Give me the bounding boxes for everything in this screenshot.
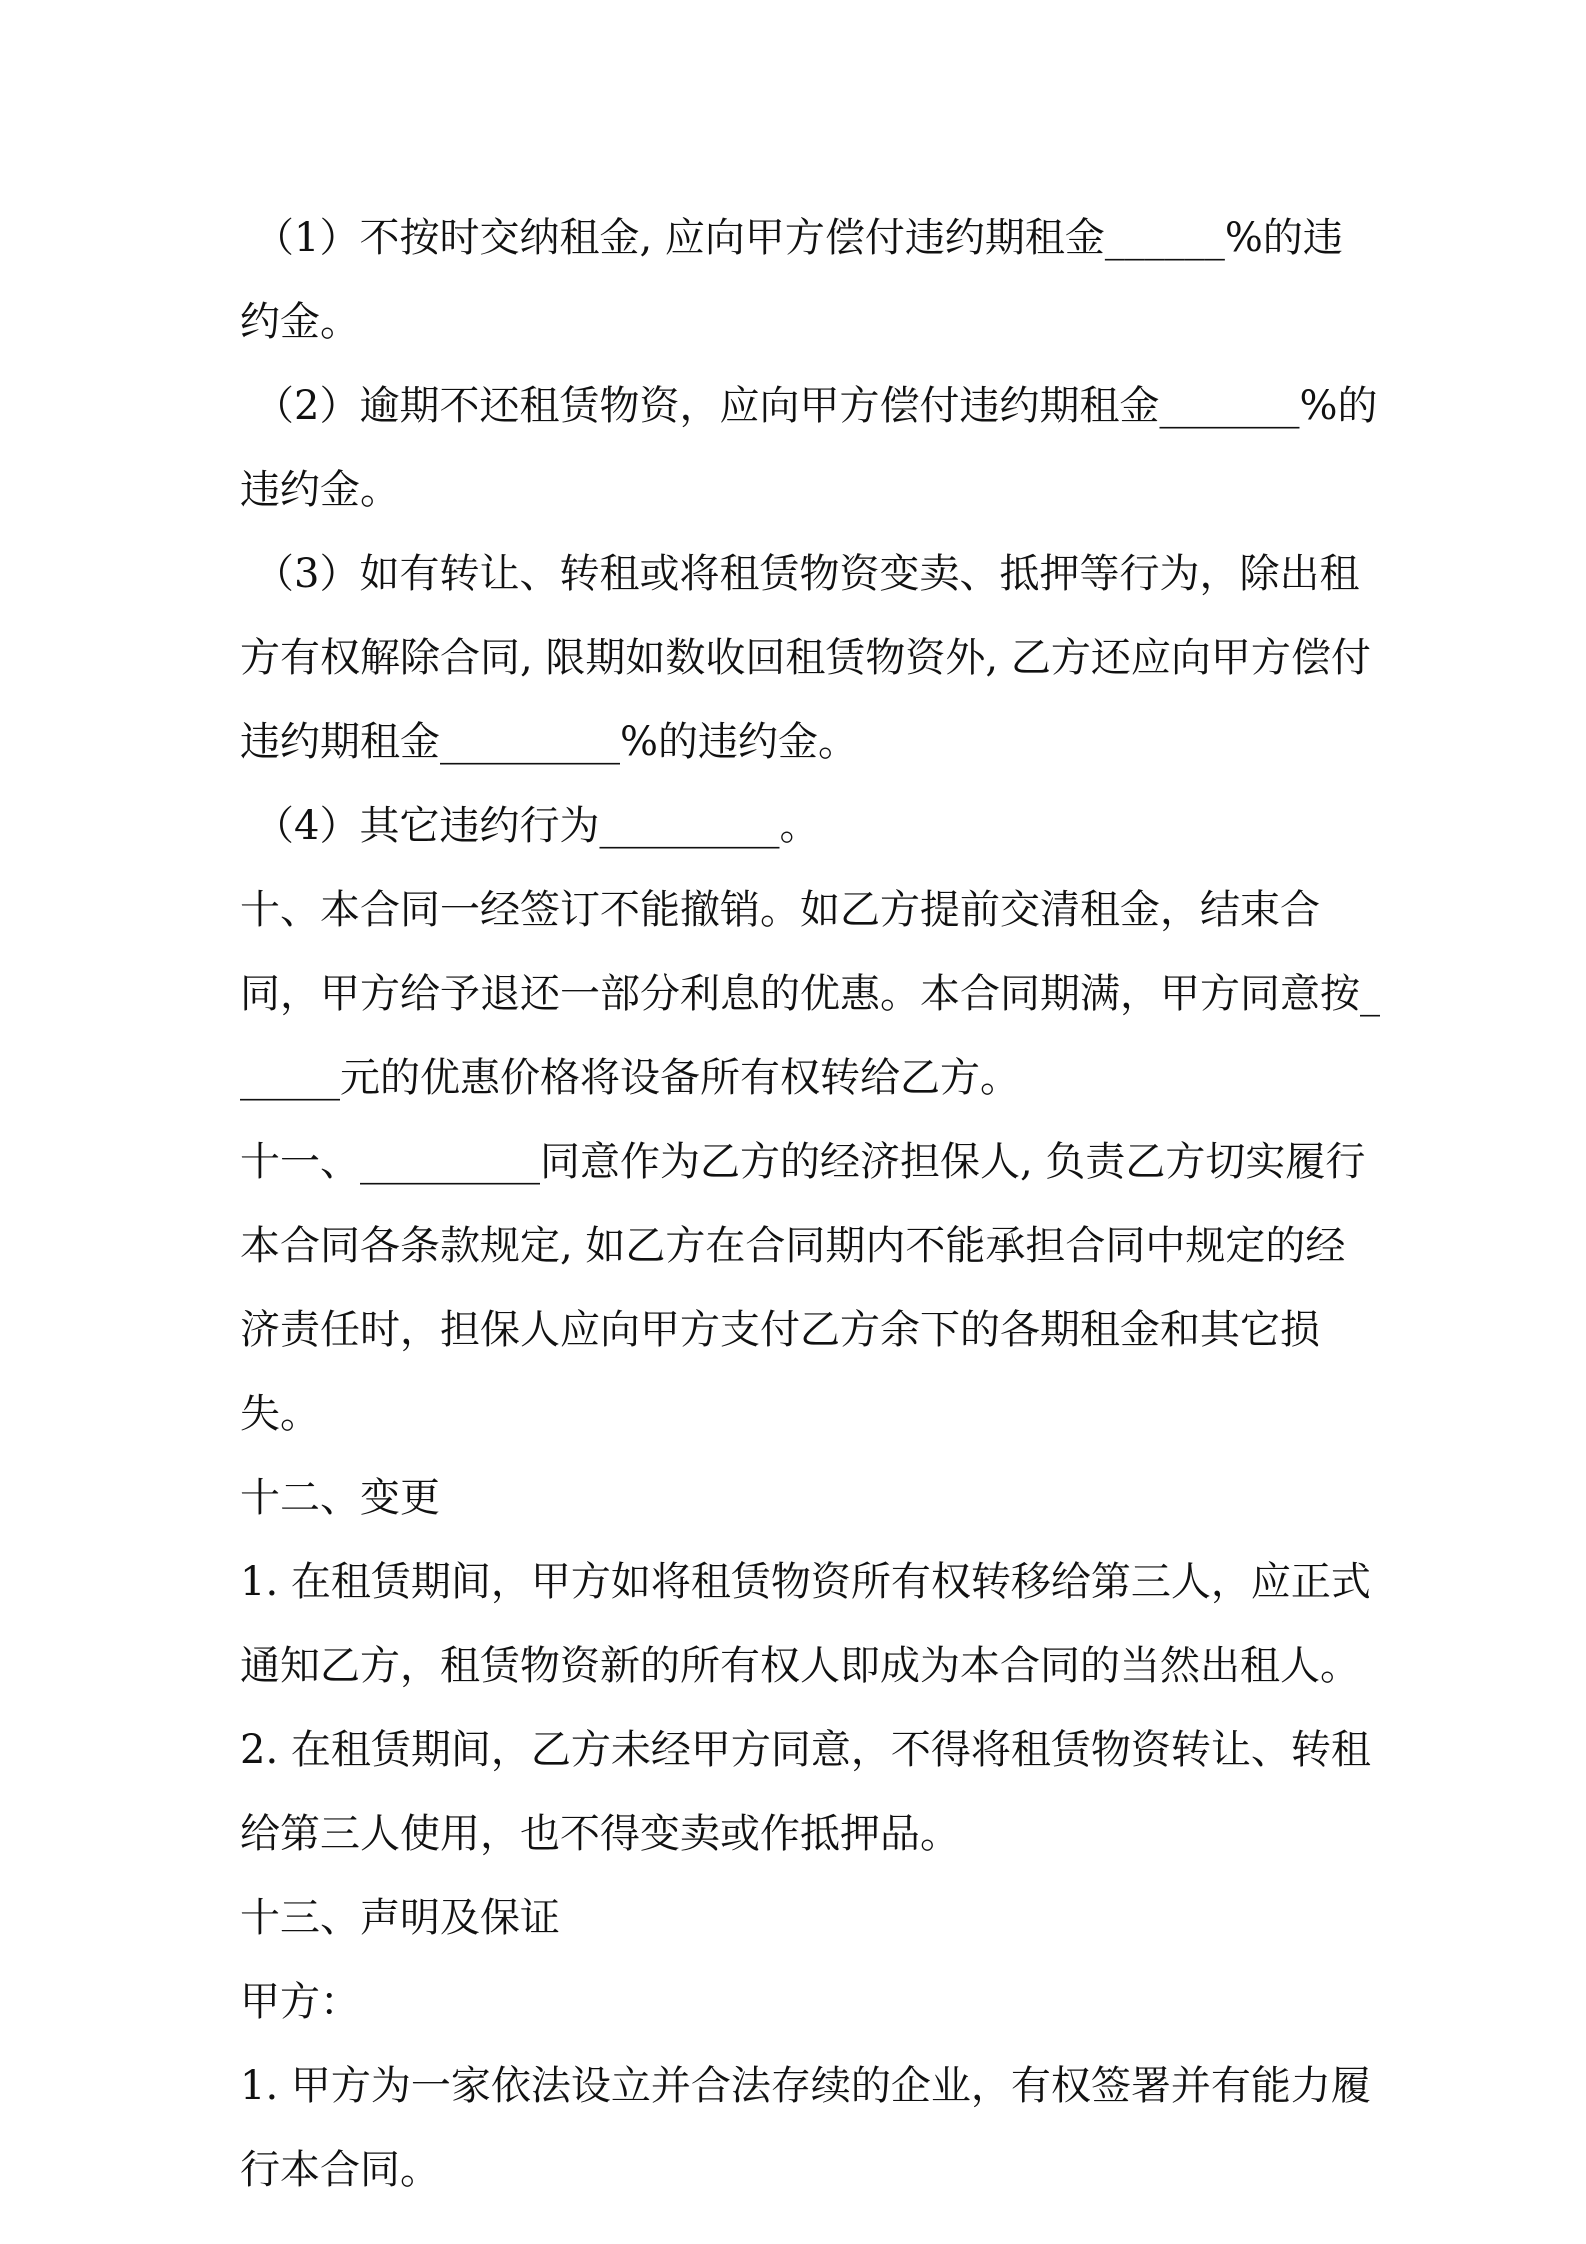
section-13-heading: 十三、声明及保证 [240, 1895, 560, 1941]
section-12-item-1: 1. 在租赁期间，甲方如将租赁物资所有权转移给第三人，应正式通知乙方，租赁物资新的所有权人即成为本合同的当然出租人。 [240, 1559, 1371, 1689]
document-page [240, 196, 1380, 2212]
section-11-paragraph: 十一、_________同意作为乙方的经济担保人, 负责乙方切实履行本合同各条款规定, 如乙方在合同期内不能承担合同中规定的经济责任时，担保人应向甲方支付乙方余下的各期租金和其它损失。 [240, 1139, 1366, 1437]
clause-penalty-4: （4）其它违约行为_________。 [254, 803, 820, 849]
party-a-label: 甲方： [240, 1979, 360, 2025]
section-12-heading: 十二、变更 [240, 1475, 440, 1521]
clause-penalty-2: （2）逾期不还租赁物资，应向甲方偿付违约期租金_______%的违约金。 [240, 383, 1378, 513]
clause-penalty-1: （1）不按时交纳租金, 应向甲方偿付违约期租金______%的违约金。 [240, 215, 1343, 345]
clause-penalty-3: （3）如有转让、转租或将租赁物资变卖、抵押等行为，除出租方有权解除合同, 限期如数收回租赁物资外, 乙方还应向甲方偿付违约期租金_________%的违约金。 [240, 551, 1371, 765]
section-10-paragraph: 十、本合同一经签订不能撤销。如乙方提前交清租金，结束合同，甲方给予退还一部分利息的优惠。本合同期满，甲方同意按______元的优惠价格将设备所有权转给乙方。 [240, 887, 1380, 1101]
section-12-item-2: 2. 在租赁期间，乙方未经甲方同意，不得将租赁物资转让、转租给第三人使用，也不得变卖或作抵押品。 [240, 1727, 1371, 1857]
section-13-item-1: 1. 甲方为一家依法设立并合法存续的企业，有权签署并有能力履行本合同。 [240, 2063, 1371, 2193]
